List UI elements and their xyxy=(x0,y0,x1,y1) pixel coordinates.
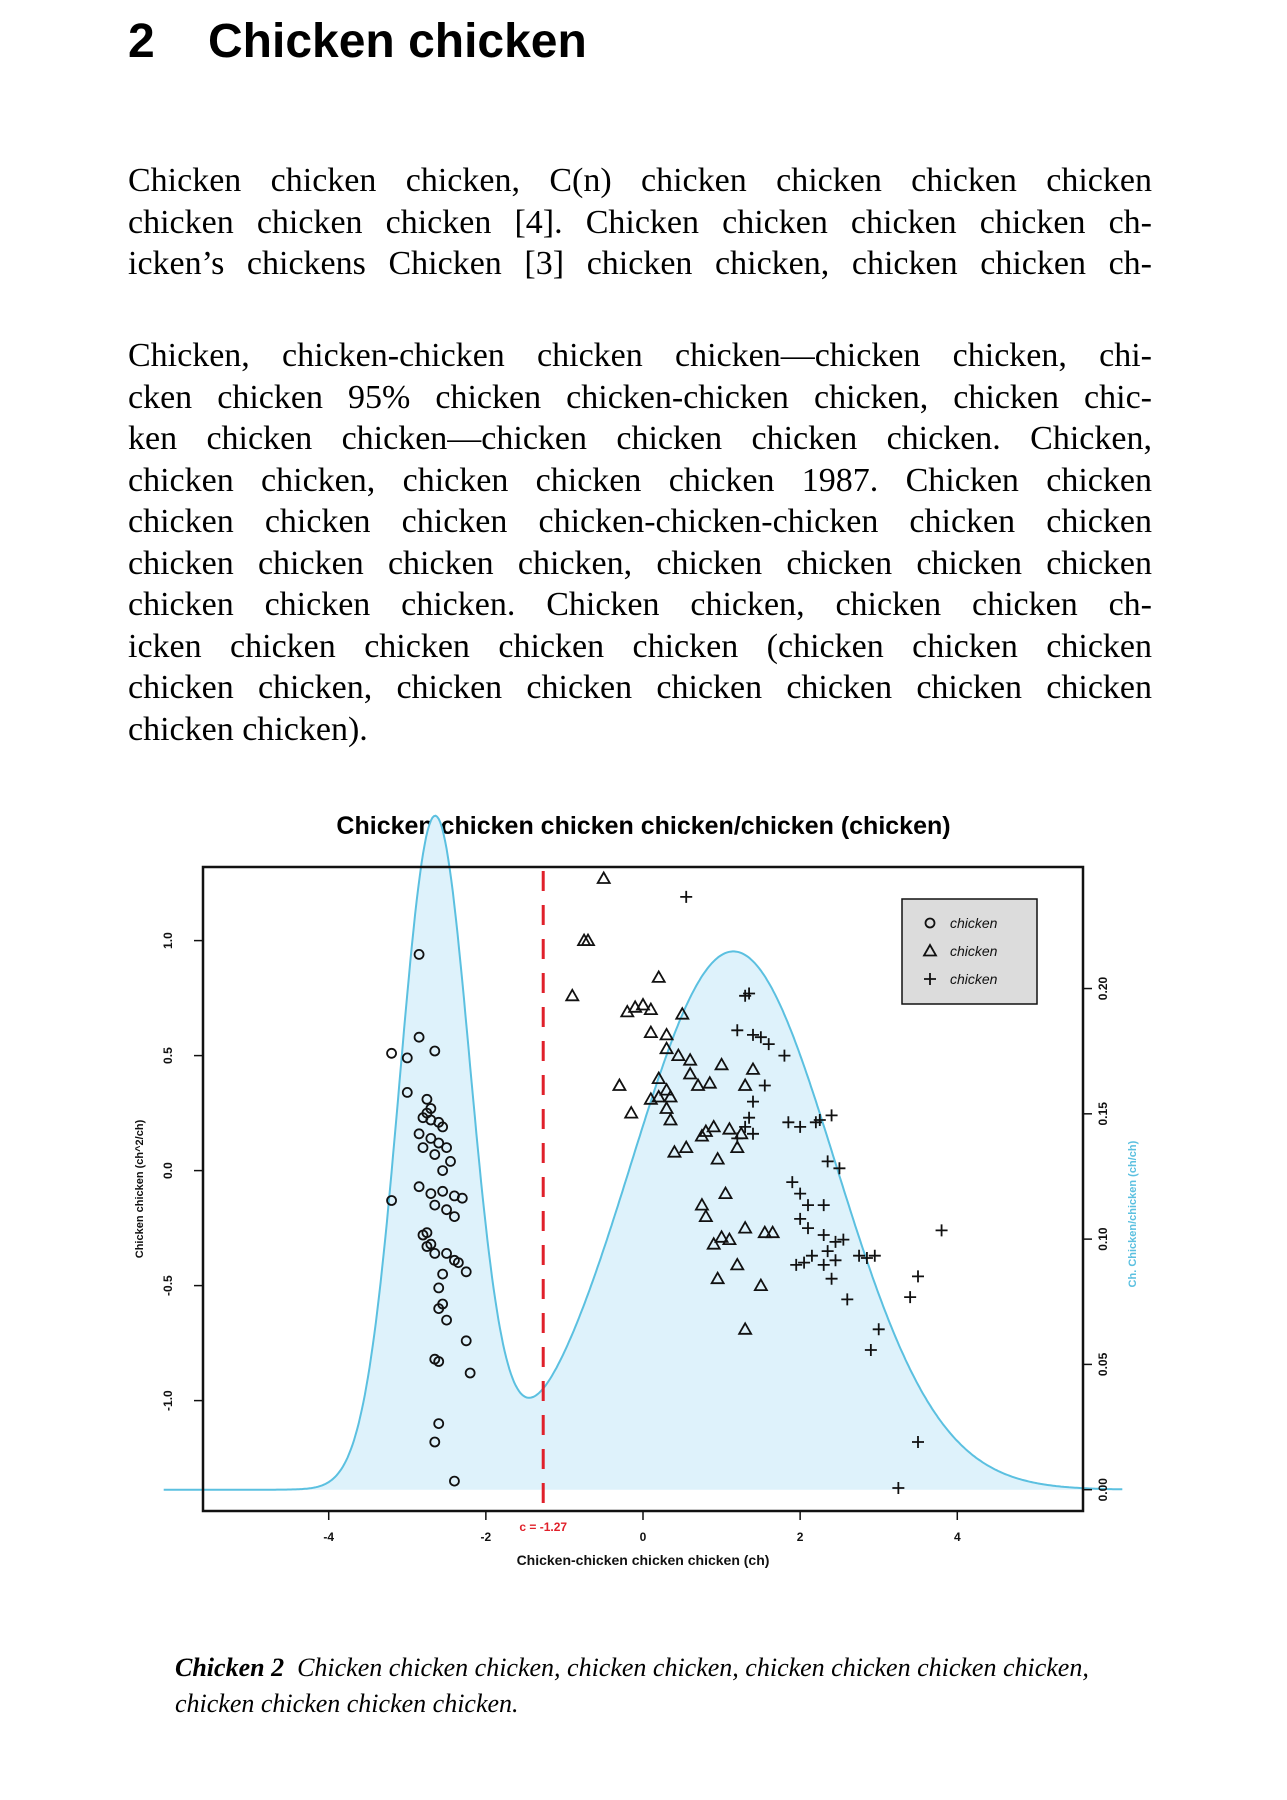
x-tick-label: -4 xyxy=(323,1530,335,1544)
data-point-triangle xyxy=(613,1080,625,1091)
y-tick-label: 0.0 xyxy=(161,1162,175,1179)
data-point-triangle xyxy=(625,1107,637,1118)
y-tick-label: 0.5 xyxy=(161,1047,175,1064)
data-point-triangle xyxy=(598,873,610,884)
text-line: chicken chicken, chicken chicken chicken 1987. Chicken chicken xyxy=(128,461,1152,499)
y2-tick-label: 0.05 xyxy=(1096,1352,1111,1377)
text-line: ken chicken chicken—chicken chicken chicken chicken. Chicken, xyxy=(128,420,1152,457)
y2-tick-label: 0.10 xyxy=(1096,1227,1111,1251)
y2-tick-label: 0.15 xyxy=(1096,1102,1111,1126)
x-tick-label: 4 xyxy=(953,1530,961,1544)
caption-label: Chicken 2 xyxy=(175,1653,285,1682)
text-line: icken’s chickens Chicken [3] chicken chicken, chicken chicken ch- xyxy=(128,245,1152,282)
data-point-plus xyxy=(869,1250,881,1262)
x-tick-label: 2 xyxy=(796,1530,804,1544)
legend-label: chicken xyxy=(950,971,998,987)
y2-tick-label: 0.00 xyxy=(1096,1478,1111,1502)
x-tick-label: 0 xyxy=(639,1530,647,1544)
data-point-circle xyxy=(387,1049,396,1058)
text-line: icken chicken chicken chicken chicken (chicken chicken chicken xyxy=(128,627,1152,665)
text-line: chicken chicken). xyxy=(128,710,368,748)
text-line: Chicken chicken chicken, C(n) chicken chicken chicken chicken xyxy=(128,162,1152,199)
data-point-triangle xyxy=(653,971,665,982)
text-line: cken chicken 95% chicken chicken-chicken chicken, chicken chic- xyxy=(128,378,1152,416)
data-point-triangle xyxy=(661,1029,673,1040)
legend-label: chicken xyxy=(950,915,998,931)
y2-axis-label: Ch. Chicken/chicken (ch/ch) xyxy=(1126,1140,1139,1288)
text-line: chicken chicken chicken [4]. Chicken chicken chicken chicken ch- xyxy=(128,203,1152,241)
data-point-plus xyxy=(912,1270,924,1282)
caption-text: Chicken chicken chicken, chicken chicken, chicken chicken chicken chicken, chicken chicken chicken chicken. xyxy=(175,1653,1089,1718)
y-tick-label: -0.5 xyxy=(161,1275,175,1296)
data-point-plus xyxy=(936,1224,948,1236)
data-point-triangle xyxy=(566,990,578,1001)
section-title: Chicken chicken xyxy=(208,15,587,68)
chart-title: Chicken chicken chicken chicken/chicken (chicken) xyxy=(336,812,951,840)
y2-tick-label: 0.20 xyxy=(1096,976,1111,1001)
legend-label: chicken xyxy=(950,943,998,959)
data-point-plus xyxy=(680,891,692,903)
text-line: chicken chicken chicken chicken, chicken chicken chicken chicken xyxy=(128,544,1152,582)
y-tick-label: -1.0 xyxy=(161,1390,175,1411)
data-point-plus xyxy=(826,1109,838,1121)
data-point-triangle xyxy=(645,1027,657,1038)
y-axis-label: Chicken chicken (ch^2/ch) xyxy=(134,1119,146,1259)
y-tick-label: 1.0 xyxy=(161,932,175,949)
text-line: chicken chicken chicken chicken-chicken-chicken chicken chicken xyxy=(128,503,1152,540)
x-tick-label: -2 xyxy=(480,1530,492,1544)
text-line: chicken chicken, chicken chicken chicken chicken chicken chicken xyxy=(128,669,1152,706)
x-axis-label: Chicken-chicken chicken chicken (ch) xyxy=(516,1552,770,1568)
text-line: Chicken, chicken-chicken chicken chicken—chicken chicken, chi- xyxy=(128,337,1152,374)
data-point-plus xyxy=(904,1291,916,1303)
figure-caption xyxy=(175,1650,1115,1722)
section-number: 2 xyxy=(128,15,155,68)
text-line: chicken chicken chicken. Chicken chicken, chicken chicken ch- xyxy=(128,586,1152,623)
cutoff-label: c = -1.27 xyxy=(519,1520,568,1534)
